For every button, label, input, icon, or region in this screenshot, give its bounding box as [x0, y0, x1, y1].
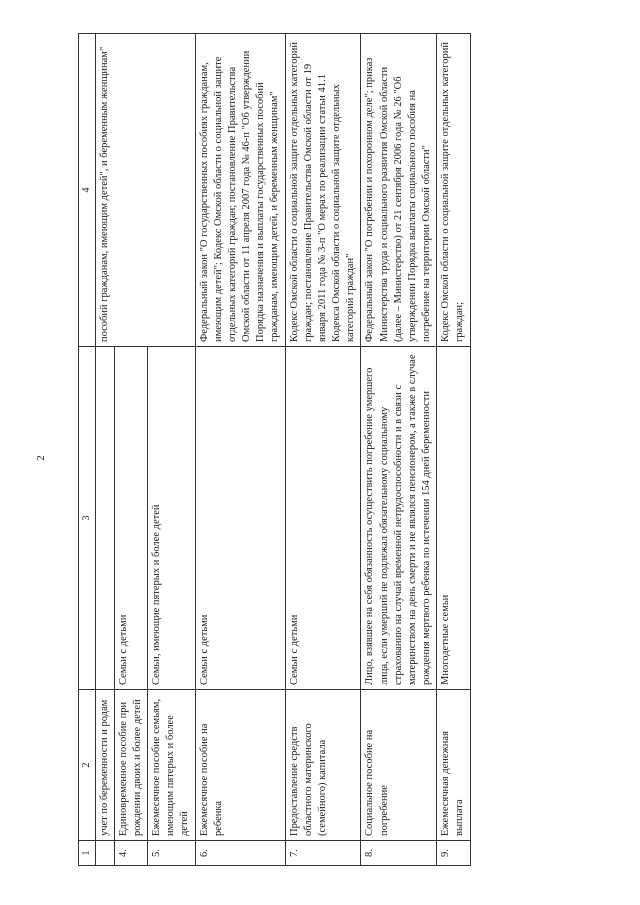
row-legal-acts: Федеральный закон "О погребении и похоронном деле"; приказ Министерства труда и социального развития Омской области (далее – Министерство) от 21 сентября 2006 года № 26 "Об утверждении Порядка выплаты социального пособия на погребение на территории Омской области" — [361, 34, 437, 347]
row-legal-acts: Федеральный закон "О государственных пособиях гражданам, имеющим детей"; Кодекс Омской области о социальной защите отдельных категорий граждан; постановление Правительства Омской области от 11 апреля 2007 года № 46-п "Об утверждении Порядка назначения и выплаты государственных пособий гражданам, имеющим детей, и беременным женщинам" — [195, 34, 285, 347]
row-legal-acts: Кодекс Омской области о социальной защите отдельных категорий граждан; постановление Правительства Омской области от 19 января 2011 года № 3-п "О мерах по реализации статьи 41.1 Кодекса Омской области о социальной защите отдельных категорий граждан" — [285, 34, 361, 347]
row-benefit-name: Социальное пособие на погребение — [361, 690, 437, 841]
row-legal-acts: Кодекс Омской области о социальной защите отдельных категорий граждан; — [437, 34, 470, 347]
row-recipients: Семьи с детьми — [285, 347, 361, 690]
header-row — [79, 34, 96, 866]
header-cell-3: 3 — [79, 347, 96, 690]
continuation-num — [95, 841, 114, 866]
continuation-recipients — [95, 347, 114, 690]
table-row — [361, 34, 437, 866]
table-row — [195, 34, 285, 866]
page-number: 2 — [34, 455, 47, 461]
row-benefit-name: Ежемесячная денежная выплата — [437, 690, 470, 841]
table-row — [285, 34, 361, 866]
benefits-table — [78, 33, 471, 866]
row-benefit-name: Предоставление средств областного материнского (семейного) капитала — [285, 690, 361, 841]
continuation-acts: пособий гражданам, имеющим детей", и беременным женщинам" — [95, 34, 195, 347]
row-recipients: Семьи с детьми — [195, 347, 285, 690]
row-recipients: Многодетные семьи — [437, 347, 470, 690]
row-benefit-name: Ежемесячное пособие семьям, имеющим пятерых и более детей — [148, 690, 196, 841]
row-num: 8. — [361, 841, 437, 866]
header-cell-4: 4 — [79, 34, 96, 347]
continuation-row — [95, 34, 114, 866]
row-recipients: Лицо, взявшее на себя обязанность осуществить погребение умершего лица, если умерший не подлежал обязательному социальному страхованию на случай временной нетрудоспособности и в связи с материнством на день смерти и не являлся пенсионером, а также в случае рождения мертвого ребенка по истечении 154 дней беременности — [361, 347, 437, 690]
row-num: 4. — [114, 841, 147, 866]
table-row — [437, 34, 470, 866]
header-cell-2: 2 — [79, 690, 96, 841]
row-benefit-name: Единовременное пособие при рождении двоих и более детей — [114, 690, 147, 841]
row-num: 6. — [195, 841, 285, 866]
row-benefit-name: Ежемесячное пособие на ребенка — [195, 690, 285, 841]
rotated-table-container — [78, 41, 598, 866]
row-recipients: Семьи с детьми — [114, 347, 147, 690]
row-num: 5. — [148, 841, 196, 866]
header-cell-1: 1 — [79, 841, 96, 866]
row-recipients: Семьи, имеющие пятерых и более детей — [148, 347, 196, 690]
row-num: 9. — [437, 841, 470, 866]
continuation-name: учет по беременности и родам — [95, 690, 114, 841]
row-num: 7. — [285, 841, 361, 866]
